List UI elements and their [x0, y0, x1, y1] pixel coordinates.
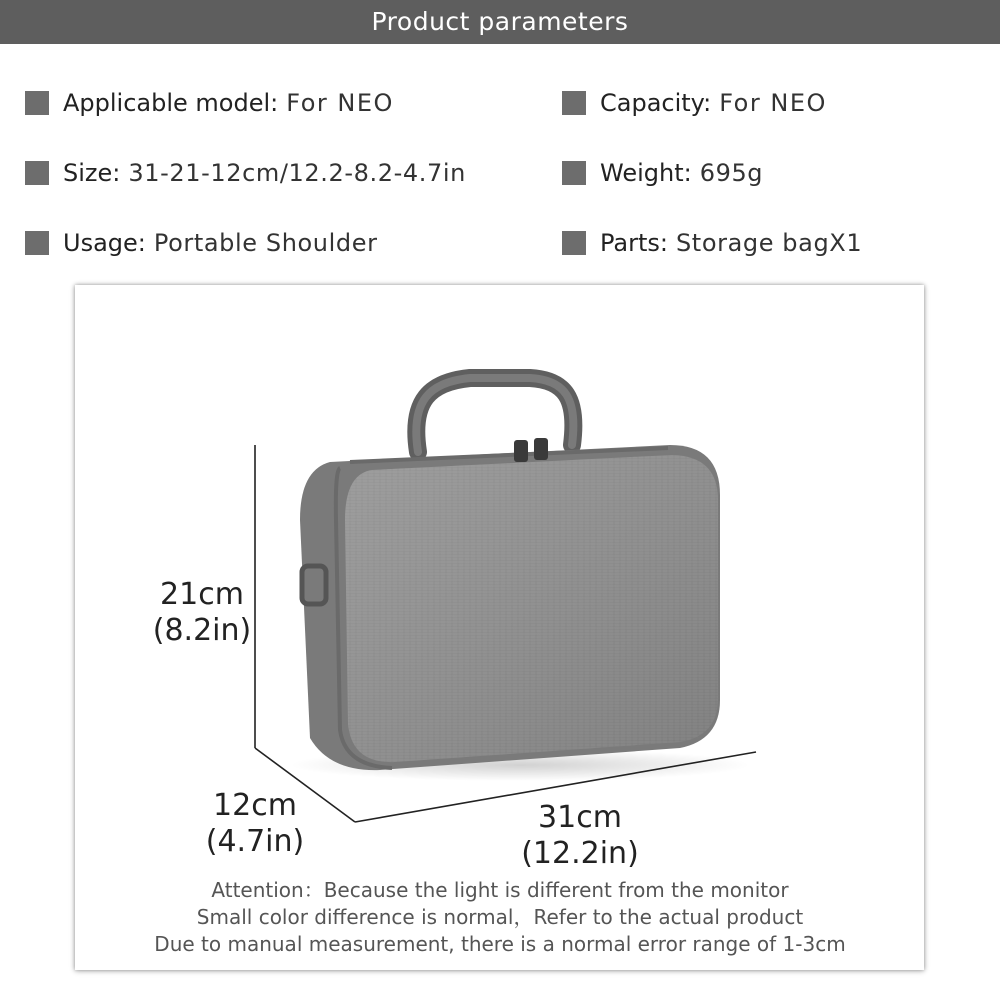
param-label: Applicable model:	[63, 89, 279, 117]
note-line-attention: Attention：Because the light is different from the monitor	[211, 878, 789, 902]
param-label: Size:	[63, 159, 121, 187]
note-line-color: Small color difference is normal，Refer to the actual product	[196, 905, 804, 929]
depth-in: (4.7in)	[205, 824, 305, 859]
height-cm: 21cm	[160, 577, 244, 612]
depth-cm: 12cm	[213, 788, 297, 823]
width-in: (12.2in)	[521, 836, 639, 871]
height-in: (8.2in)	[152, 613, 252, 648]
param-value: 31-21-12cm/12.2-8.2-4.7in	[128, 159, 466, 187]
width-dimension-label	[510, 800, 650, 872]
depth-dimension-label	[200, 788, 310, 860]
param-value: For NEO	[719, 89, 827, 117]
height-dimension-label	[148, 577, 256, 649]
param-value: Portable Shoulder	[153, 229, 378, 257]
param-label: Parts:	[600, 229, 668, 257]
param-label: Capacity:	[600, 89, 712, 117]
page-title: Product parameters	[371, 7, 629, 36]
param-label: Weight:	[600, 159, 692, 187]
param-value: 695g	[699, 159, 764, 187]
param-value: Storage bagX1	[675, 229, 863, 257]
note-line-measurement: Due to manual measurement, there is a normal error range of 1-3cm	[154, 932, 846, 956]
param-label: Usage:	[63, 229, 146, 257]
param-value: For NEO	[286, 89, 394, 117]
width-cm: 31cm	[538, 800, 622, 835]
